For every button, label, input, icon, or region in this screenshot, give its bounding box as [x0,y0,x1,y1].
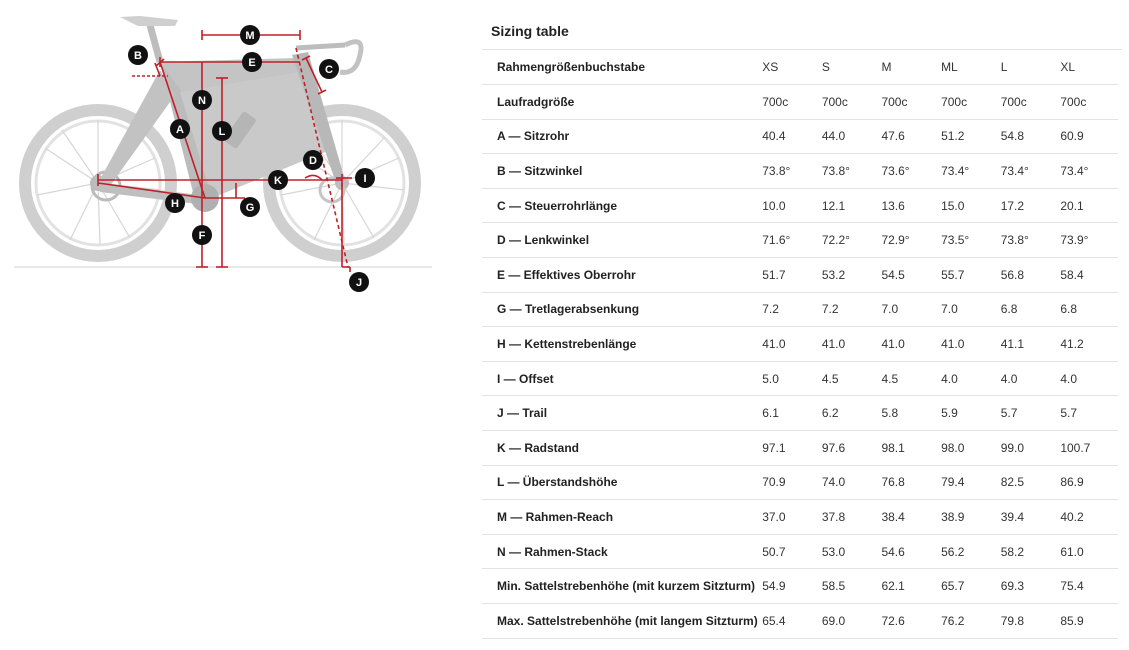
table-cell: 54.9 [760,569,820,604]
table-row [482,569,1118,604]
table-cell: 69.3 [999,569,1059,604]
table-cell: 44.0 [820,119,880,154]
table-cell: 73.8° [760,154,820,189]
table-cell: 79.4 [939,465,999,500]
row-label: I — Offset [482,361,760,396]
sizing-table-section [482,12,1122,639]
marker-i-icon [355,168,375,188]
table-cell: 53.0 [820,534,880,569]
sizing-table-body [482,50,1118,638]
svg-text:B: B [134,50,142,62]
table-cell: 38.4 [879,500,939,535]
table-cell: 58.4 [1058,258,1118,293]
table-cell: 7.2 [760,292,820,327]
row-label: Laufradgröße [482,85,760,120]
table-cell: 4.0 [939,361,999,396]
bike-geometry-diagram [0,0,440,300]
table-row [482,361,1118,396]
table-cell: 73.4° [939,154,999,189]
table-row [482,223,1118,258]
table-row [482,327,1118,362]
table-cell: 50.7 [760,534,820,569]
size-header: L [999,50,1059,85]
table-cell: 47.6 [879,119,939,154]
table-cell: 58.2 [999,534,1059,569]
table-cell: 12.1 [820,188,880,223]
marker-b-icon [128,45,148,65]
marker-l-icon [212,121,232,141]
table-cell: 55.7 [939,258,999,293]
svg-text:I: I [363,173,367,185]
table-row [482,431,1118,466]
table-cell: 69.0 [820,604,880,639]
table-cell: 5.9 [939,396,999,431]
table-cell: 76.8 [879,465,939,500]
svg-text:G: G [245,202,255,214]
table-cell: 10.0 [760,188,820,223]
row-label: H — Kettenstrebenlänge [482,327,760,362]
table-cell: 71.6° [760,223,820,258]
table-cell: 41.2 [1058,327,1118,362]
table-cell: 62.1 [879,569,939,604]
table-row [482,119,1118,154]
row-label: B — Sitzwinkel [482,154,760,189]
row-label: Max. Sattelstrebenhöhe (mit langem Sitzturm) [482,604,760,639]
table-cell: 7.0 [939,292,999,327]
table-cell: 5.8 [879,396,939,431]
sizing-table [482,50,1118,639]
table-cell: 72.2° [820,223,880,258]
marker-d-icon [303,150,323,170]
table-row [482,465,1118,500]
table-cell: 100.7 [1058,431,1118,466]
table-cell: 58.5 [820,569,880,604]
table-cell: 61.0 [1058,534,1118,569]
size-header: M [879,50,939,85]
svg-text:N: N [198,95,206,107]
marker-k-icon [268,170,288,190]
table-cell: 73.9° [1058,223,1118,258]
row-label: M — Rahmen-Reach [482,500,760,535]
table-row [482,154,1118,189]
table-cell: 700c [820,85,880,120]
table-cell: 98.1 [879,431,939,466]
table-cell: 5.7 [999,396,1059,431]
table-cell: 37.8 [820,500,880,535]
table-cell: 37.0 [760,500,820,535]
marker-c-icon [319,59,339,79]
bike-geometry-svg [0,0,440,300]
svg-text:C: C [325,64,333,76]
table-cell: 41.1 [999,327,1059,362]
table-cell: 17.2 [999,188,1059,223]
marker-j-icon [349,272,369,292]
table-cell: 20.1 [1058,188,1118,223]
table-cell: 73.4° [1058,154,1118,189]
table-cell: 73.8° [820,154,880,189]
table-row [482,604,1118,639]
table-cell: 41.0 [939,327,999,362]
table-cell: 75.4 [1058,569,1118,604]
row-label: D — Lenkwinkel [482,223,760,258]
table-cell: 4.5 [879,361,939,396]
svg-text:K: K [274,175,282,187]
table-cell: 4.0 [999,361,1059,396]
table-row [482,188,1118,223]
table-cell: 700c [879,85,939,120]
table-cell: 38.9 [939,500,999,535]
row-label: Min. Sattelstrebenhöhe (mit kurzem Sitzturm) [482,569,760,604]
table-row [482,534,1118,569]
table-cell: 76.2 [939,604,999,639]
table-row [482,396,1118,431]
table-cell: 39.4 [999,500,1059,535]
table-cell: 85.9 [1058,604,1118,639]
table-cell: 41.0 [820,327,880,362]
svg-text:H: H [171,198,179,210]
table-cell: 700c [999,85,1059,120]
marker-f-icon [192,225,212,245]
table-cell: 73.5° [939,223,999,258]
table-cell: 70.9 [760,465,820,500]
marker-n-icon [192,90,212,110]
table-cell: 56.2 [939,534,999,569]
sizing-table-title: Sizing table [482,12,1122,50]
table-cell: 60.9 [1058,119,1118,154]
table-cell: 15.0 [939,188,999,223]
table-cell: 79.8 [999,604,1059,639]
svg-text:E: E [248,57,256,69]
table-cell: 700c [760,85,820,120]
row-label: K — Radstand [482,431,760,466]
row-label: L — Überstandshöhe [482,465,760,500]
size-header: XS [760,50,820,85]
table-cell: 72.6 [879,604,939,639]
table-cell: 41.0 [879,327,939,362]
marker-m-icon [240,25,260,45]
svg-text:M: M [245,30,255,42]
marker-a-icon [170,119,190,139]
table-cell: 65.4 [760,604,820,639]
table-row [482,85,1118,120]
table-cell: 4.5 [820,361,880,396]
row-label: E — Effektives Oberrohr [482,258,760,293]
table-cell: 54.8 [999,119,1059,154]
table-cell: 53.2 [820,258,880,293]
table-cell: 6.1 [760,396,820,431]
row-label: C — Steuerrohrlänge [482,188,760,223]
table-cell: 99.0 [999,431,1059,466]
table-cell: 65.7 [939,569,999,604]
table-cell: 97.6 [820,431,880,466]
table-cell: 7.2 [820,292,880,327]
table-cell: 5.0 [760,361,820,396]
table-cell: 73.8° [999,223,1059,258]
table-cell: 6.8 [999,292,1059,327]
table-cell: 73.4° [999,154,1059,189]
svg-text:L: L [218,126,226,138]
table-cell: 56.8 [999,258,1059,293]
table-cell: 98.0 [939,431,999,466]
table-cell: 82.5 [999,465,1059,500]
size-header: S [820,50,880,85]
table-cell: 13.6 [879,188,939,223]
table-row [482,258,1118,293]
table-cell: 7.0 [879,292,939,327]
table-cell: 51.2 [939,119,999,154]
row-label: J — Trail [482,396,760,431]
table-cell: 700c [1058,85,1118,120]
marker-g-icon [240,197,260,217]
table-cell: 6.8 [1058,292,1118,327]
svg-text:D: D [309,155,317,167]
table-cell: 73.6° [879,154,939,189]
marker-h-icon [165,193,185,213]
marker-e-icon [242,52,262,72]
svg-text:F: F [198,230,206,242]
table-cell: 54.6 [879,534,939,569]
row-label: N — Rahmen-Stack [482,534,760,569]
row-label: A — Sitzrohr [482,119,760,154]
table-row [482,500,1118,535]
size-header: XL [1058,50,1118,85]
table-row [482,292,1118,327]
table-cell: 4.0 [1058,361,1118,396]
size-header: ML [939,50,999,85]
table-cell: 5.7 [1058,396,1118,431]
table-cell: 97.1 [760,431,820,466]
table-cell: 54.5 [879,258,939,293]
svg-text:J: J [355,277,363,289]
table-cell: 40.2 [1058,500,1118,535]
table-cell: 51.7 [760,258,820,293]
table-cell: 700c [939,85,999,120]
table-cell: 41.0 [760,327,820,362]
header-label: Rahmengrößenbuchstabe [482,50,760,85]
table-cell: 86.9 [1058,465,1118,500]
table-cell: 74.0 [820,465,880,500]
table-cell: 40.4 [760,119,820,154]
row-label: G — Tretlagerabsenkung [482,292,760,327]
table-cell: 72.9° [879,223,939,258]
table-cell: 6.2 [820,396,880,431]
table-header-row [482,50,1118,85]
svg-text:A: A [176,124,184,136]
